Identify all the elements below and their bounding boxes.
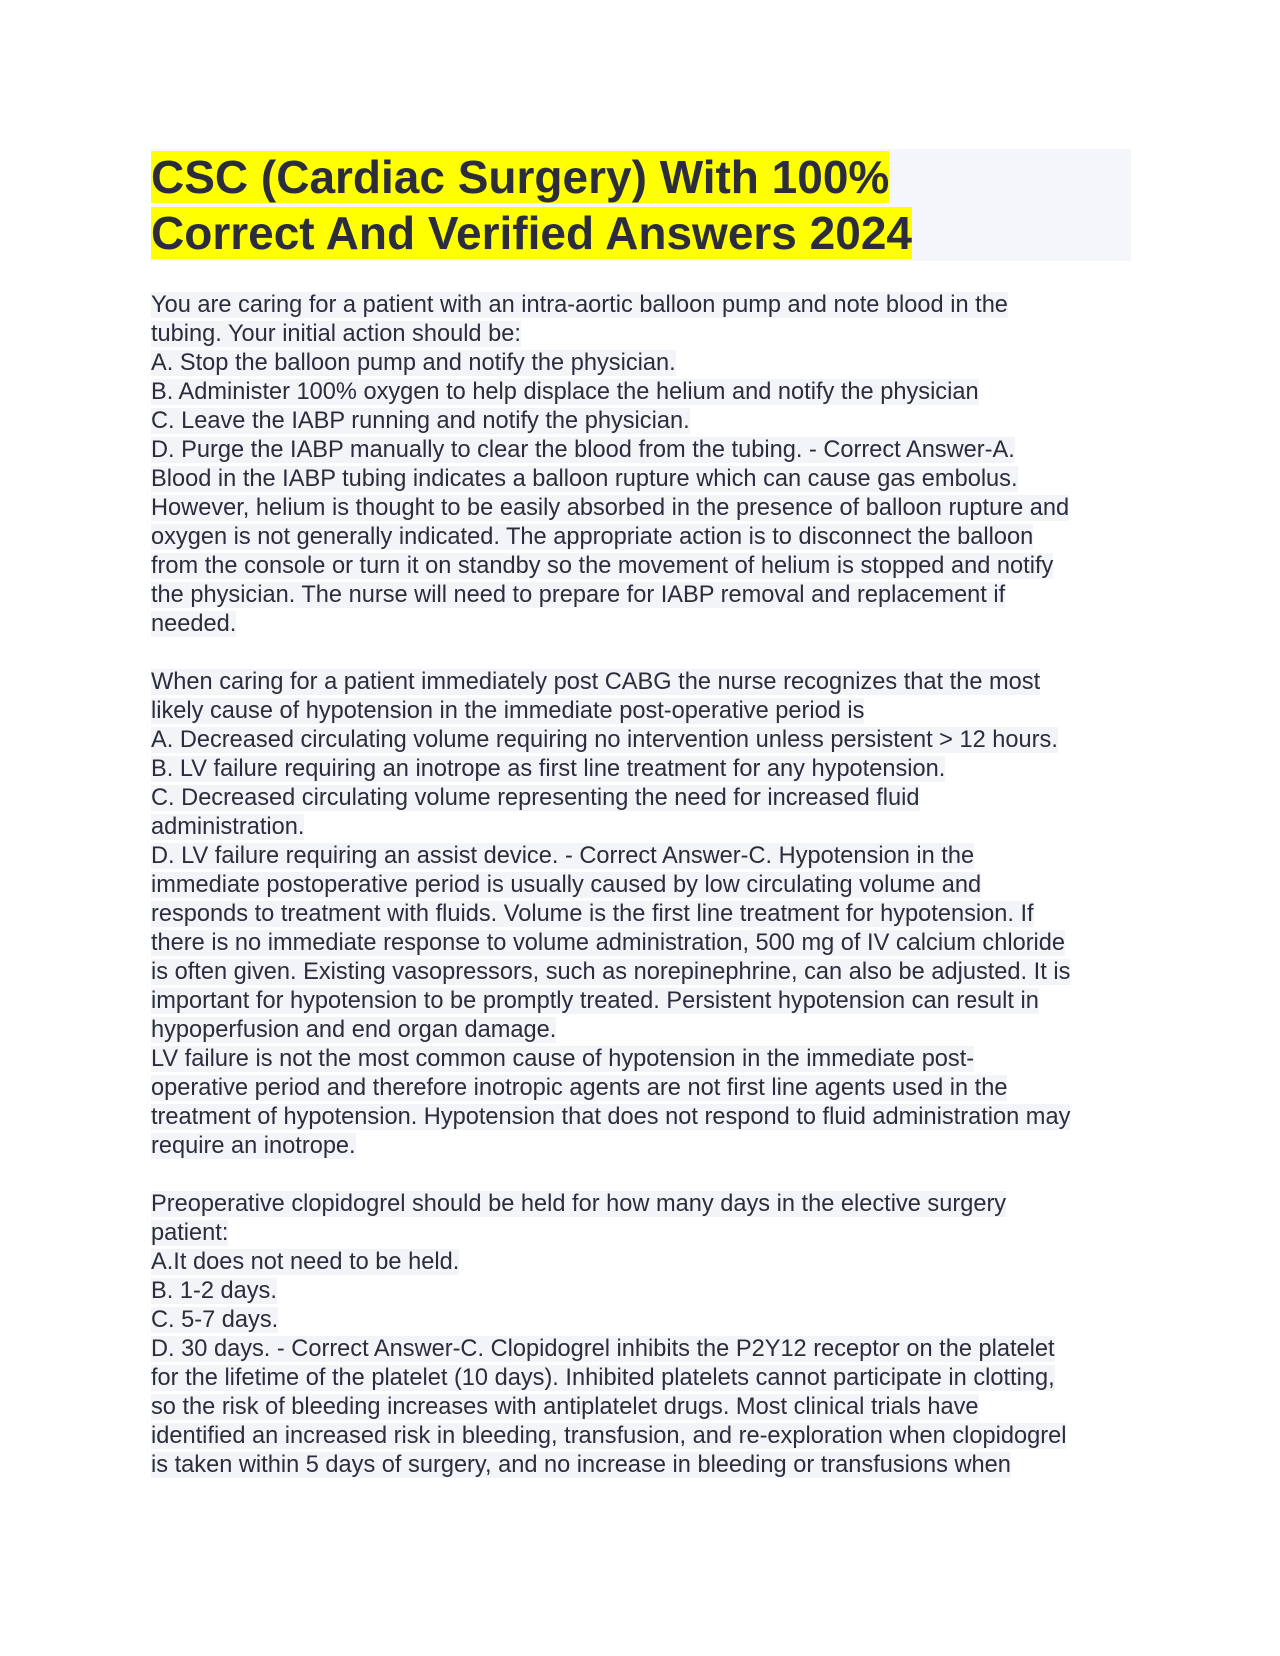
text-line-content: is taken within 5 days of surgery, and no increase in bleeding or transfusions when [151, 1452, 1011, 1478]
text-line-content: treatment of hypotension. Hypotension that does not respond to fluid administration may [151, 1104, 1071, 1130]
text-line-content: hypoperfusion and end organ damage. [151, 1017, 557, 1043]
text-line [151, 291, 1131, 320]
text-line [151, 726, 1131, 755]
text-line [151, 871, 1131, 900]
text-line-content: B. 1-2 days. [151, 1278, 277, 1304]
text-line-content: B. LV failure requiring an inotrope as first line treatment for any hypotension. [151, 756, 946, 782]
text-line [151, 1016, 1131, 1045]
text-line-content: C. 5-7 days. [151, 1307, 279, 1333]
title-block [151, 149, 1131, 261]
text-line-content: However, helium is thought to be easily absorbed in the presence of balloon rupture and [151, 495, 1070, 521]
text-line [151, 1451, 1131, 1480]
text-line-content: C. Decreased circulating volume representing the need for increased fluid [151, 785, 920, 811]
text-line [151, 1335, 1131, 1364]
text-line-content: require an inotrope. [151, 1133, 356, 1159]
text-line-content: so the risk of bleeding increases with antiplatelet drugs. Most clinical trials have [151, 1394, 979, 1420]
text-line [151, 900, 1131, 929]
text-line [151, 610, 1131, 639]
text-line-content: is often given. Existing vasopressors, such as norepinephrine, can also be adjusted. It is [151, 959, 1071, 985]
text-line-content: operative period and therefore inotropic agents are not first line agents used in the [151, 1075, 1008, 1101]
title-line: CSC (Cardiac Surgery) With 100% [151, 151, 890, 203]
text-line [151, 1103, 1131, 1132]
text-line [151, 552, 1131, 581]
question-paragraph [151, 291, 1131, 639]
text-line-content: likely cause of hypotension in the immediate post-operative period is [151, 698, 865, 724]
text-line-content: A.It does not need to be held. [151, 1249, 460, 1275]
text-line-content: there is no immediate response to volume administration, 500 mg of IV calcium chloride [151, 930, 1066, 956]
text-line [151, 668, 1131, 697]
text-line-content: D. LV failure requiring an assist device. - Correct Answer-C. Hypotension in the [151, 843, 975, 869]
text-line-content: tubing. Your initial action should be: [151, 321, 521, 347]
text-line [151, 1219, 1131, 1248]
question-paragraph [151, 1190, 1131, 1480]
text-line-content: oxygen is not generally indicated. The appropriate action is to disconnect the balloon [151, 524, 1034, 550]
document-title [151, 149, 1131, 261]
text-line-content: LV failure is not the most common cause of hypotension in the immediate post- [151, 1046, 975, 1072]
title-line: Correct And Verified Answers 2024 [151, 207, 912, 259]
paragraph-gap [151, 1161, 1131, 1190]
text-line [151, 349, 1131, 378]
text-line-content: D. Purge the IABP manually to clear the blood from the tubing. - Correct Answer-A. [151, 437, 1015, 463]
text-line [151, 1248, 1131, 1277]
text-line [151, 755, 1131, 784]
text-line-content: B. Administer 100% oxygen to help displace the helium and notify the physician [151, 379, 979, 405]
text-line-content: A. Stop the balloon pump and notify the physician. [151, 350, 676, 376]
document-page [151, 149, 1131, 1480]
text-line-content: When caring for a patient immediately post CABG the nurse recognizes that the most [151, 669, 1041, 695]
text-line [151, 1132, 1131, 1161]
text-line-content: from the console or turn it on standby so the movement of helium is stopped and notify [151, 553, 1054, 579]
text-line [151, 1277, 1131, 1306]
text-line [151, 465, 1131, 494]
text-line-content: for the lifetime of the platelet (10 days). Inhibited platelets cannot participate in clotting, [151, 1365, 1055, 1391]
text-line-content: D. 30 days. - Correct Answer-C. Clopidogrel inhibits the P2Y12 receptor on the platelet [151, 1336, 1055, 1362]
text-line [151, 784, 1131, 813]
text-line-content: administration. [151, 814, 305, 840]
text-line-content: You are caring for a patient with an intra-aortic balloon pump and note blood in the [151, 292, 1008, 318]
text-line-content: responds to treatment with fluids. Volume is the first line treatment for hypotension. If [151, 901, 1034, 927]
text-line-content: immediate postoperative period is usually caused by low circulating volume and [151, 872, 982, 898]
text-line-content: Preoperative clopidogrel should be held for how many days in the elective surgery [151, 1191, 1007, 1217]
question-paragraph [151, 668, 1131, 1161]
text-line [151, 407, 1131, 436]
text-line [151, 1045, 1131, 1074]
text-line [151, 813, 1131, 842]
text-line [151, 842, 1131, 871]
text-line [151, 523, 1131, 552]
text-line-content: identified an increased risk in bleeding, transfusion, and re-exploration when clopidogrel [151, 1423, 1067, 1449]
text-line [151, 958, 1131, 987]
text-line [151, 929, 1131, 958]
paragraph-gap [151, 639, 1131, 668]
text-line [151, 1074, 1131, 1103]
text-line [151, 378, 1131, 407]
text-line-content: needed. [151, 611, 237, 637]
text-line [151, 987, 1131, 1016]
text-line [151, 1364, 1131, 1393]
text-line [151, 581, 1131, 610]
text-line [151, 1306, 1131, 1335]
text-line [151, 320, 1131, 349]
document-body [151, 291, 1131, 1480]
text-line-content: Blood in the IABP tubing indicates a balloon rupture which can cause gas embolus. [151, 466, 1018, 492]
text-line [151, 1190, 1131, 1219]
text-line [151, 494, 1131, 523]
text-line [151, 1422, 1131, 1451]
text-line-content: C. Leave the IABP running and notify the physician. [151, 408, 690, 434]
text-line-content: important for hypotension to be promptly treated. Persistent hypotension can result in [151, 988, 1039, 1014]
text-line [151, 1393, 1131, 1422]
text-line [151, 697, 1131, 726]
text-line-content: the physician. The nurse will need to prepare for IABP removal and replacement if [151, 582, 1006, 608]
text-line-content: patient: [151, 1220, 229, 1246]
text-line [151, 436, 1131, 465]
text-line-content: A. Decreased circulating volume requiring no intervention unless persistent > 12 hours. [151, 727, 1058, 753]
